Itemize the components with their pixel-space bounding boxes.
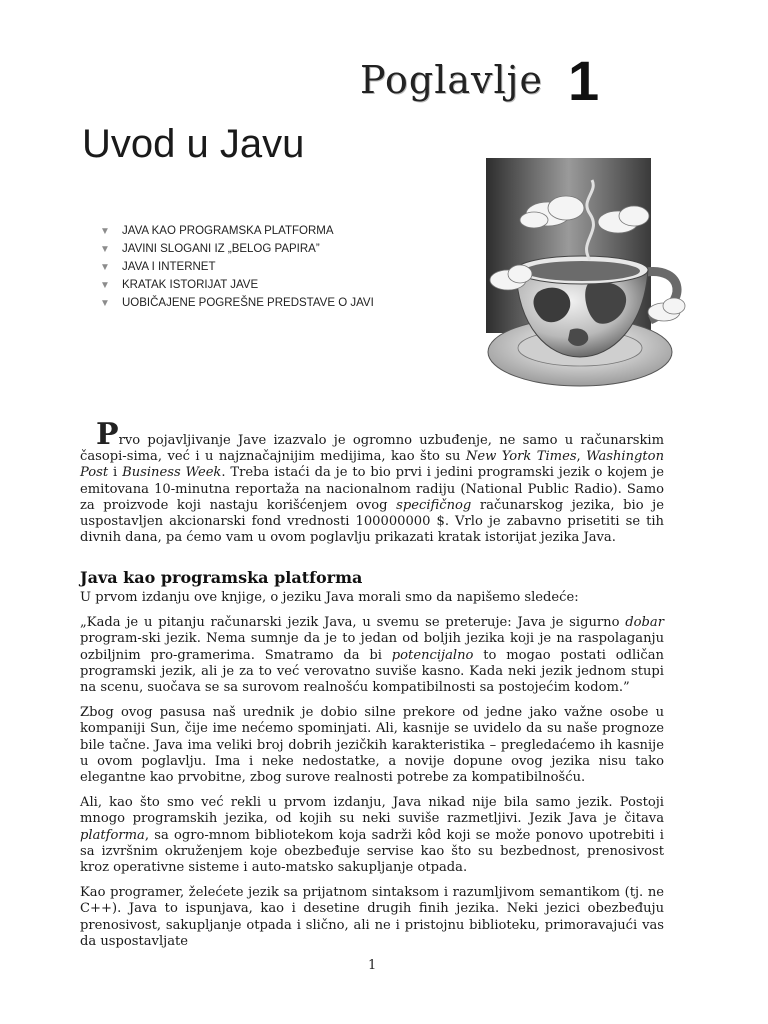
section-body (80, 590, 664, 959)
cloud (648, 298, 685, 321)
page-number: 1 (368, 958, 377, 973)
triangle-bullet-icon: ▼ (100, 279, 110, 291)
triangle-bullet-icon: ▼ (100, 261, 110, 273)
topic-item: ▼ KRATAK ISTORIJAT JAVE (100, 279, 259, 291)
drop-cap: P (96, 417, 119, 452)
paragraph: U prvom izdanju ove knjige, o jeziku Java morali smo da napišemo sledeće: (80, 590, 579, 605)
topic-item: ▼ JAVA I INTERNET (100, 261, 216, 273)
paragraph: Zbog ovog pasusa naš urednik je dobio silne prekore od jedne jako važne osobe u kompaniji Sun, čije ime nećemo spominjati. Ali, kasnije se uvidelo da su naše prognoze bile tačne. Java ima veliki broj dobrih jezičkih karakteristika – pregledaćemo ih kasnije u ovom poglavlju. Ima i neke nedostatke, a novije dopune ovog jezika nisu tako elegantne kao prvobitne, zbog surove realnosti potrebe za kompatibilnošću. (80, 705, 664, 786)
chapter-title: Uvod u Javu (82, 122, 305, 166)
topic-item: ▼ UOBIČAJENE POGREŠNE PREDSTAVE O JAVI (100, 297, 374, 309)
topic-item: ▼ JAVA KAO PROGRAMSKA PLATFORMA (100, 225, 334, 237)
intro-paragraph: Prvo pojavljivanje Jave izazvalo je ogromno uzbuđenje, ne samo u računarskim časopi-sima, već i u najznačajnijim medijima, kao što su New York Times, Washington Post i Business Week. Treba istaći da je to bio prvi i jedini programski jezik o kojem je emitovana 10-minutna reportaža na nacionalnom radiju (National Public Radio). Samo za proizvode koji nastaju korišćenjem ovog specifičnog računarskog jezika, bio je uspostavljen akcionarski fond vrednosti 100000000 $. Vrlo je zabavno prisetiti se tih divnih dana, pa ćemo vam u ovom poglavlju prikazati kratak istorijat jezika Java. (80, 417, 664, 546)
topic-list (100, 222, 374, 312)
chapter-number: 1 (568, 49, 600, 112)
topic-item: ▼ JAVINI SLOGANI IZ „BELOG PAPIRA” (100, 243, 320, 255)
triangle-bullet-icon: ▼ (100, 225, 110, 237)
paragraph: Ali, kao što smo već rekli u prvom izdanju, Java nikad nije bila samo jezik. Postoji mnogo programskih jezika, od kojih su neki suviše razmetljivi. Jezik Java je čitava platforma, sa ogro-mnom bibliotekom koja sadrži kôd koji se može ponovo upotrebiti i sa izvršnim okruženjem koje obezbeđuje servise kao što su bezbednost, prenosivost kroz operativne sisteme i auto-matsko sakupljanje otpada. (80, 795, 664, 876)
section-heading: Java kao programska platforma (80, 568, 363, 587)
quote-paragraph: „Kada je u pitanju računarski jezik Java, u svemu se preteruje: Java je sigurno dobar program-ski jezik. Nema sumnje da je to jedan od boljih jezika koji je na raspolaganju ozbiljnim pro-gramerima. Smatramo da bi potencijalno to mogao postati odličan programski jezik, ali je za to već verovatno suviše kasno. Kada neki jezik jednom stupi na scenu, suočava se sa surovom realnošću kompatibilnosti sa postojećim kodom.” (80, 615, 664, 696)
triangle-bullet-icon: ▼ (100, 243, 110, 255)
chapter-label: Poglavlje (360, 58, 543, 102)
paragraph: Kao programer, želećete jezik sa prijatnom sintaksom i razumljivom semantikom (tj. ne C++). Java to ispunjava, kao i desetine drugih finih jezika. Neki jezici obezbeđuju prenosivost, sakupljanje otpada i slično, ali ne i pristojnu biblioteku, primoravajući vas da uspostavljate (80, 885, 664, 949)
triangle-bullet-icon: ▼ (100, 297, 110, 309)
coffee-cup-globe-illustration (478, 152, 693, 397)
